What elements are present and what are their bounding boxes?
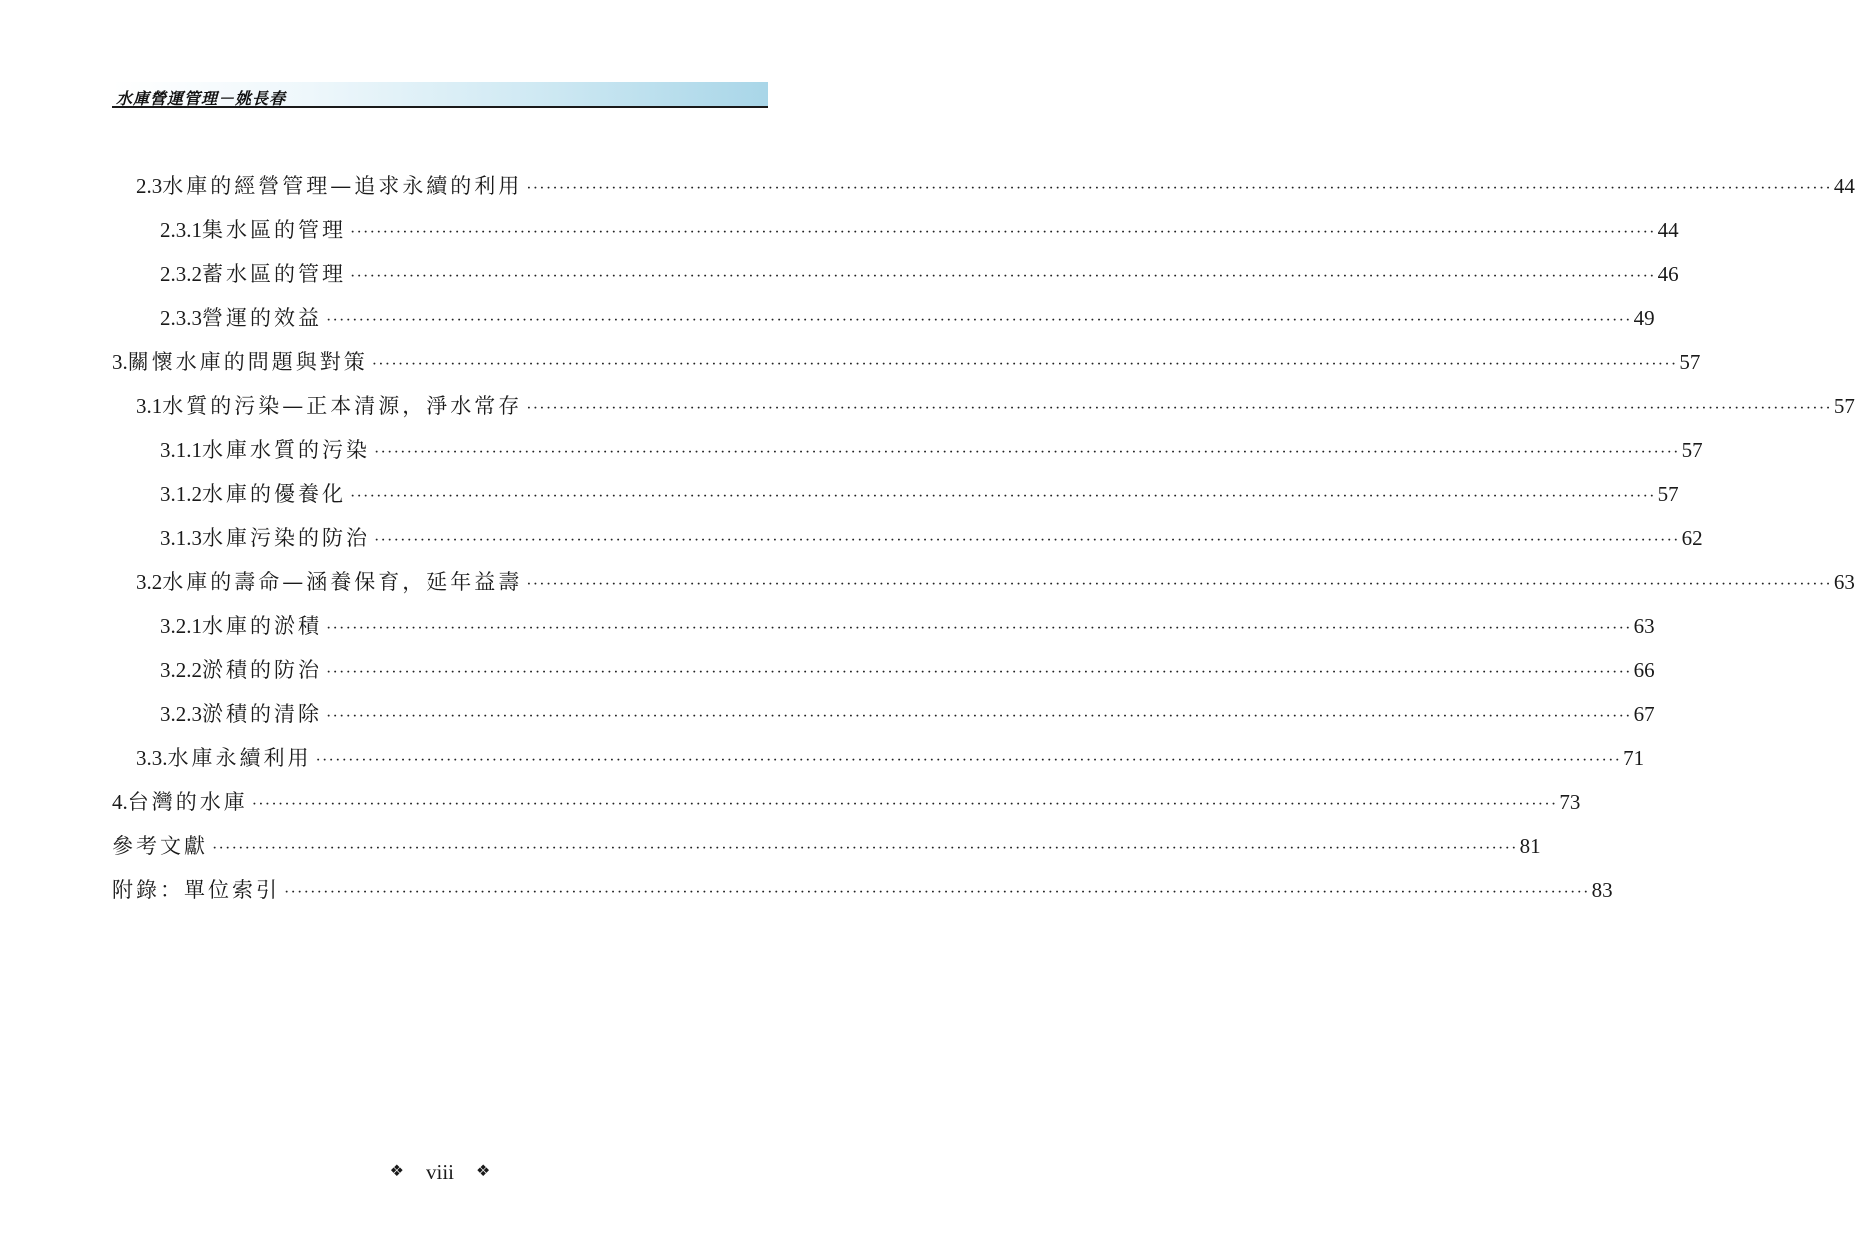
- toc-entry-2-3-2[interactable]: [160, 258, 1679, 288]
- toc-number: 2.3.1: [160, 218, 202, 242]
- toc-entry-3[interactable]: [112, 346, 1701, 376]
- toc-leader: ········································································································································································································: [526, 400, 1832, 417]
- toc-entry-3-1-1[interactable]: [160, 434, 1703, 464]
- toc-page-number: 67: [1633, 702, 1655, 726]
- toc-leader: ········································································································································································································: [326, 620, 1632, 637]
- header-title: 水庫營運管理－姚長春: [116, 89, 287, 108]
- page-footer: [0, 1160, 880, 1185]
- toc-entry-2-3-3[interactable]: [160, 302, 1655, 332]
- toc-number: 2.3: [136, 174, 163, 198]
- toc-page-number: 57: [1681, 438, 1703, 462]
- toc-number: 2.3.2: [160, 262, 202, 286]
- toc-leader: ········································································································································································································: [326, 708, 1632, 725]
- toc-page-number: 66: [1633, 658, 1655, 682]
- toc-page-number: 81: [1519, 834, 1541, 858]
- toc-entry-3-2[interactable]: [136, 566, 1855, 596]
- toc-leader: ········································································································································································································: [526, 180, 1832, 197]
- toc-leader: ········································································································································································································: [374, 532, 1680, 549]
- toc-leader: ········································································································································································································: [326, 664, 1632, 681]
- toc-entry-references[interactable]: [112, 830, 1541, 860]
- toc-page-number: 44: [1657, 218, 1679, 242]
- toc-page-number: 62: [1681, 526, 1703, 550]
- toc-page-number: 63: [1633, 614, 1655, 638]
- toc-label: 水庫的優養化: [202, 482, 346, 506]
- toc-leader: ········································································································································································································: [251, 796, 1558, 813]
- toc-number: 2.3.3: [160, 306, 202, 330]
- toc-page-number: 57: [1833, 394, 1855, 418]
- toc-number: 3.2.3: [160, 702, 202, 726]
- toc-number: 3.1.1: [160, 438, 202, 462]
- toc-number: 3.3.: [136, 746, 168, 770]
- toc-label: 水庫水質的污染: [202, 438, 370, 462]
- toc-leader: ········································································································································································································: [371, 356, 1678, 373]
- toc-page-number: 63: [1833, 570, 1855, 594]
- toc-label: 台灣的水庫: [127, 790, 248, 814]
- toc-label: 淤積的清除: [202, 702, 322, 726]
- diamond-ornament-icon: ❖: [476, 1163, 491, 1180]
- toc-entry-3-2-3[interactable]: [160, 698, 1655, 728]
- toc-entry-3-2-1[interactable]: [160, 610, 1655, 640]
- toc-leader: ········································································································································································································: [526, 576, 1832, 593]
- toc-entry-3-1[interactable]: [136, 390, 1855, 420]
- toc-label: 附錄：單位索引: [112, 878, 280, 902]
- toc-entry-4[interactable]: [112, 786, 1581, 816]
- toc-page-number: 71: [1623, 746, 1645, 770]
- toc-leader: ········································································································································································································: [326, 312, 1632, 329]
- toc-entry-2-3[interactable]: [136, 170, 1855, 200]
- toc-number: 3.1.3: [160, 526, 202, 550]
- page-number: viii: [425, 1160, 454, 1184]
- toc-page-number: 44: [1833, 174, 1855, 198]
- toc-label: 水庫的壽命—涵養保育，延年益壽: [162, 570, 523, 594]
- toc-entry-appendix[interactable]: [112, 874, 1613, 904]
- toc-entry-3-3[interactable]: [136, 742, 1645, 772]
- toc-label: 水庫污染的防治: [202, 526, 370, 550]
- toc-label: 關懷水庫的問題與對策: [127, 350, 368, 374]
- toc-page-number: 83: [1591, 878, 1613, 902]
- toc-page-number: 57: [1657, 482, 1679, 506]
- toc-leader: ········································································································································································································: [212, 840, 1518, 857]
- toc-leader: ········································································································································································································: [374, 444, 1680, 461]
- toc-leader: ········································································································································································································: [284, 884, 1590, 901]
- toc-leader: ········································································································································································································: [350, 224, 1656, 241]
- toc-number: 3.: [112, 350, 128, 374]
- diamond-ornament-icon: ❖: [389, 1163, 404, 1180]
- toc-label: 集水區的管理: [202, 218, 346, 242]
- toc-page-number: 57: [1679, 350, 1701, 374]
- toc-leader: ········································································································································································································: [350, 488, 1656, 505]
- running-header: [112, 82, 768, 108]
- toc-page-number: 73: [1559, 790, 1581, 814]
- toc-number: 3.2.1: [160, 614, 202, 638]
- toc-label: 水庫的經營管理—追求永續的利用: [162, 174, 523, 198]
- toc-label: 水庫永續利用: [167, 746, 312, 770]
- toc-label: 水庫的淤積: [202, 614, 322, 638]
- toc-entry-3-2-2[interactable]: [160, 654, 1655, 684]
- toc-number: 3.1.2: [160, 482, 202, 506]
- toc-number: 3.1: [136, 394, 163, 418]
- toc-entry-3-1-3[interactable]: [160, 522, 1703, 552]
- toc-label: 蓄水區的管理: [202, 262, 346, 286]
- toc-label: 營運的效益: [202, 306, 322, 330]
- toc-number: 3.2.2: [160, 658, 202, 682]
- toc-page-number: 49: [1633, 306, 1655, 330]
- toc-leader: ········································································································································································································: [350, 268, 1656, 285]
- toc-label: 水質的污染—正本清源，淨水常存: [162, 394, 523, 418]
- toc-leader: ········································································································································································································: [315, 752, 1622, 769]
- toc-number: 3.2: [136, 570, 163, 594]
- toc-page-number: 46: [1657, 262, 1679, 286]
- toc-entry-2-3-1[interactable]: [160, 214, 1679, 244]
- toc-entry-3-1-2[interactable]: [160, 478, 1679, 508]
- toc-label: 淤積的防治: [202, 658, 322, 682]
- toc-label: 參考文獻: [112, 834, 208, 858]
- toc-number: 4.: [112, 790, 128, 814]
